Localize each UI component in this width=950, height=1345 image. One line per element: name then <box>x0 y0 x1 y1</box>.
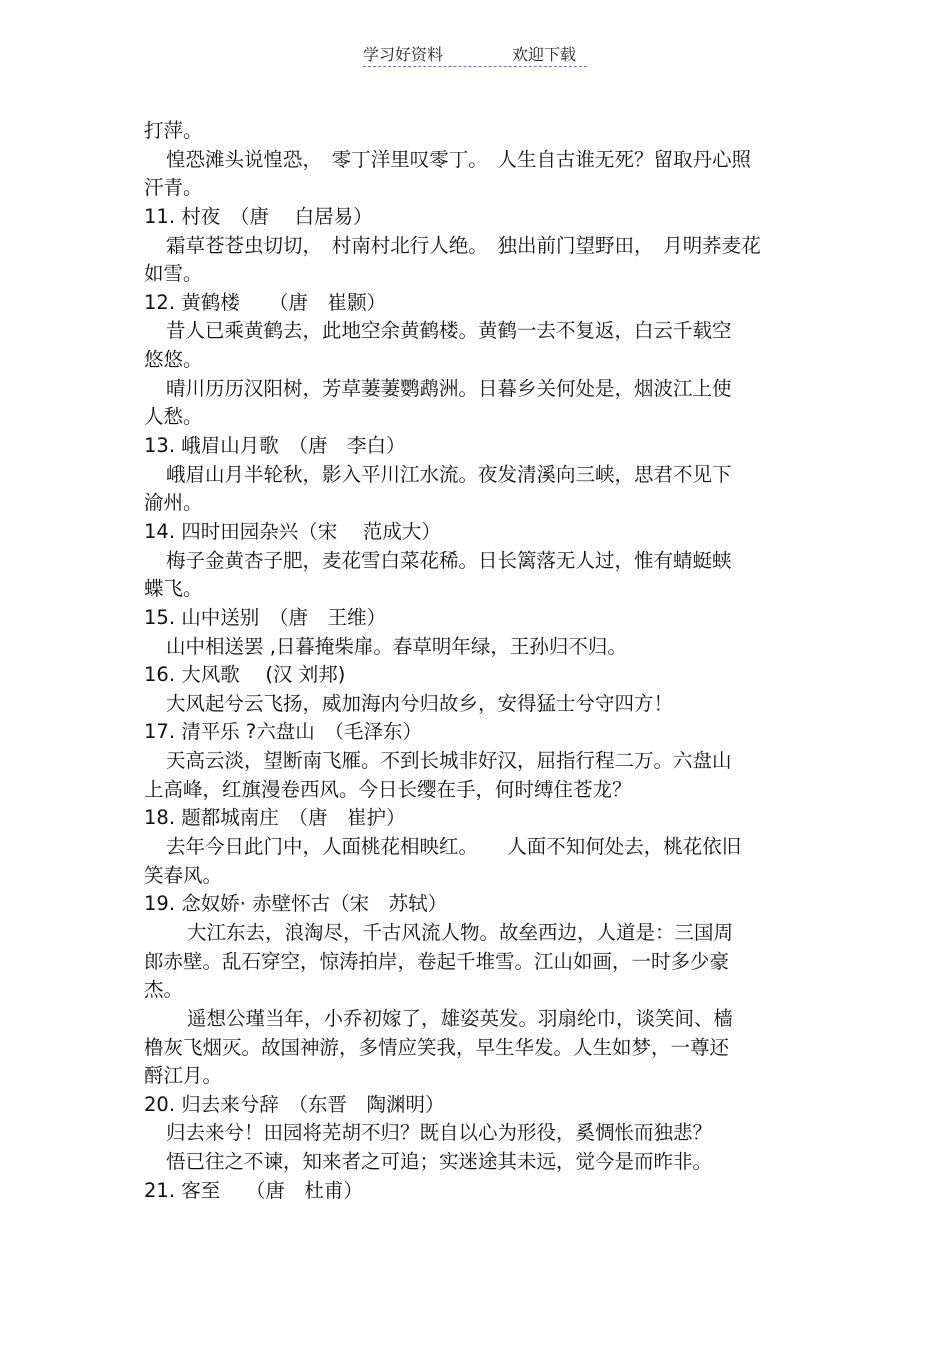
text-line: 19. 念奴娇· 赤壁怀古（宋 苏轼） <box>144 892 448 916</box>
text-line: 峨眉山月半轮秋，影入平川江水流。夜发清溪向三峡，思君不见下 <box>166 462 732 486</box>
text-line: 橹灰飞烟灭。故国神游，多情应笑我，早生华发。人生如梦，一尊还 <box>144 1035 730 1059</box>
text-line: 17. 清平乐 ?六盘山 （毛泽东） <box>144 720 423 744</box>
text-line: 霜草苍苍虫切切， 村南村北行人绝。 独出前门望野田， 月明荞麦花 <box>166 233 761 257</box>
text-line: 11. 村夜 （唐 白居易） <box>144 204 373 228</box>
text-line: 如雪。 <box>144 262 203 286</box>
text-line: 人愁。 <box>144 405 203 429</box>
text-line: 归去来兮！田园将芜胡不归？既自以心为形役，奚惆怅而独悲？ <box>166 1121 713 1145</box>
text-line: 去年今日此门中，人面桃花相映红。 人面不知何处去，桃花依旧 <box>166 835 742 859</box>
text-line: 悟已往之不谏，知来者之可追；实迷途其未远，觉今是而昨非。 <box>166 1150 713 1174</box>
text-line: 郎赤壁。乱石穿空，惊涛拍岸，卷起千堆雪。江山如画，一时多少豪 <box>144 949 730 973</box>
text-line: 15. 山中送别 （唐 王维） <box>144 605 386 629</box>
text-line: 上高峰，红旗漫卷西风。今日长缨在手，何时缚住苍龙？ <box>144 777 632 801</box>
text-line: 遥想公瑾当年，小乔初嫁了，雄姿英发。羽扇纶巾，谈笑间、樯 <box>187 1006 734 1030</box>
text-line: 笑春风。 <box>144 863 223 887</box>
text-line: 天高云淡，望断南飞雁。不到长城非好汉，屈指行程二万。六盘山 <box>166 749 732 773</box>
text-line: 21. 客至 （唐 杜甫） <box>144 1178 363 1202</box>
text-line: 打萍。 <box>144 119 203 142</box>
text-line: 18. 题都城南庄 （唐 崔护） <box>144 806 406 830</box>
text-line: 昔人已乘黄鹤去，此地空余黄鹤楼。黄鹤一去不复返，白云千载空 <box>166 319 732 343</box>
document-body <box>144 117 814 1205</box>
header-left-text: 学习好资料 <box>363 45 444 64</box>
text-line: 山中相送罢 ,日暮掩柴扉。春草明年绿，王孙归不归。 <box>166 634 627 658</box>
text-line: 13. 峨眉山月歌 （唐 李白） <box>144 434 406 458</box>
text-line: 大风起兮云飞扬，威加海内兮归故乡，安得猛士兮守四方！ <box>166 691 674 715</box>
text-line: 20. 归去来兮辞 （东晋 陶渊明） <box>144 1092 445 1116</box>
text-line: 惶恐滩头说惶恐， 零丁洋里叹零丁。 人生自古谁无死？留取丹心照 <box>166 147 752 171</box>
text-line: 梅子金黄杏子肥，麦花雪白菜花稀。日长篱落无人过，惟有蜻蜓蛱 <box>166 548 732 572</box>
text-line: 杰。 <box>144 978 184 1002</box>
text-line: 晴川历历汉阳树，芳草萋萋鹦鹉洲。日暮乡关何处是，烟波江上使 <box>166 376 732 400</box>
text-line: 14. 四时田园杂兴（宋 范成大） <box>144 519 441 543</box>
header-right-text: 欢迎下载 <box>512 45 577 64</box>
text-line: 悠悠。 <box>144 348 203 372</box>
text-line: 渝州。 <box>144 491 203 515</box>
page-header <box>363 40 587 67</box>
text-line: 酹江月。 <box>144 1064 223 1088</box>
text-line: 16. 大风歌 (汉 刘邦) <box>144 663 346 687</box>
text-line: 汗青。 <box>144 176 203 200</box>
text-line: 大江东去，浪淘尽，千古风流人物。故垒西边，人道是：三国周 <box>187 920 734 944</box>
text-line: 蝶飞。 <box>144 577 203 601</box>
text-line: 12. 黄鹤楼 （唐 崔颢） <box>144 290 386 314</box>
